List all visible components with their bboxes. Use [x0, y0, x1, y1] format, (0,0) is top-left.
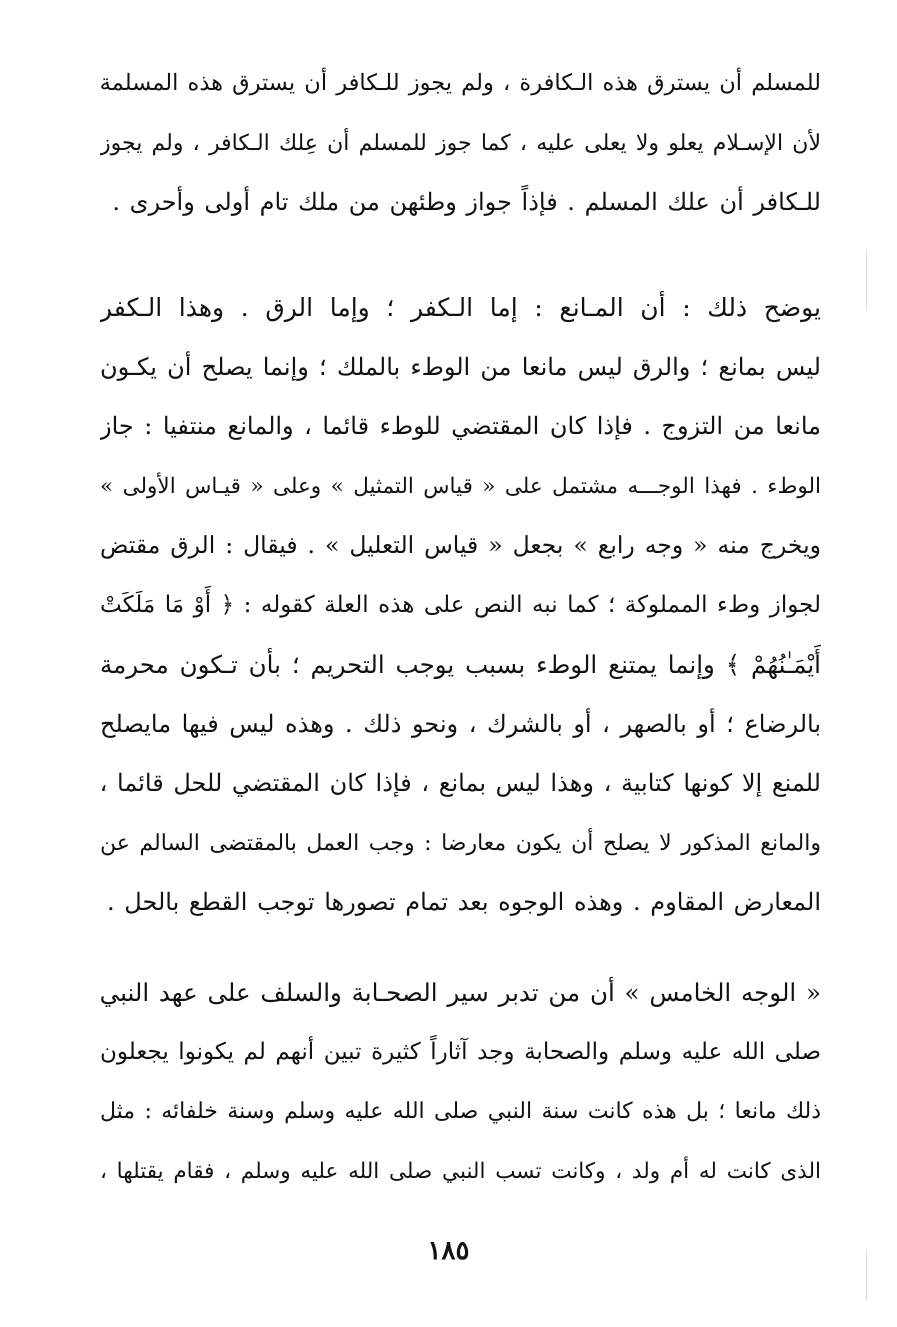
text-line: الوطء . فهذا الوجـــه مشتمل على « قياس التمثيل » وعلى « قيـاس الأولى » — [100, 473, 821, 499]
text-line: ذلك مانعا ؛ بل هذه كانت سنة النبي صلى الله عليه وسلم وسنة خلفائه : مثل — [100, 1099, 821, 1124]
text-line: يوضح ذلك : أن المـانع : إما الـكفر ؛ وإما الرق . وهذا الـكفر — [100, 293, 821, 322]
text-line: مانعا من التزوج . فإذا كان المقتضي للوطء قائما ، والمانع منتفيا : جاز — [100, 412, 821, 440]
text-line: الذى كانت له أم ولد ، وكانت تسب النبي صلى الله عليه وسلم ، فقام يقتلها ، — [100, 1158, 821, 1184]
text-line: للمسلم أن يسترق هذه الـكافرة ، ولم يجوز للـكافر أن يسترق هذه المسلمة — [100, 70, 821, 96]
text-line: المعارض المقاوم . وهذه الوجوه بعد تمام تصورها توجب القطع بالحل . — [107, 888, 821, 916]
paragraph-3 — [100, 963, 821, 1201]
scan-edge-mark — [866, 1250, 867, 1300]
text-line: والمانع المذكور لا يصلح أن يكون معارضا : وجب العمل بالمقتضى السالم عن — [100, 830, 821, 856]
text-line: للمنع إلا كونها كتابية ، وهذا ليس بمانع ، فإذا كان المقتضي للحل قائما ، — [100, 769, 821, 797]
text-line: للـكافر أن علك المسلم . فإذاً جواز وطئهن من ملك تام أولى وأحرى . — [112, 188, 821, 216]
text-line: بالرضاع ؛ أو بالصهر ، أو بالشرك ، ونحو ذلك . وهذه ليس فيها مايصلح — [100, 709, 821, 738]
text-line: أَيْمَـٰنُهُمْ ﴾ وإنما يمتنع الوطء بسبب يوجب التحريم ؛ بأن تـكون محرمة — [100, 650, 821, 679]
paragraph-1 — [100, 54, 821, 233]
text-line: صلى الله عليه وسلم والصحابة وجد آثاراً كثيرة تبين أنهم لم يكونوا يجعلون — [100, 1038, 821, 1065]
page-number: ١٨٥ — [427, 1236, 470, 1266]
text-line: لأن الإسـلام يعلو ولا يعلى عليه ، كما جوز للمسلم أن عِلك الـكافر ، ولم يجوز — [100, 130, 821, 156]
text-line: لجواز وطء المملوكة ؛ كما نبه النص على هذه العلة كقوله : ﴿ أَوْ مَا مَلَكَتْ — [100, 591, 821, 618]
text-line: ليس بمانع ؛ والرق ليس مانعا من الوطء بالملك ؛ وإنما يصلح أن يكـون — [100, 352, 821, 381]
text-line: « الوجه الخامس » أن من تدبر سير الصحـابة والسلف على عهد النبي — [100, 978, 821, 1007]
scan-edge-mark — [866, 250, 867, 310]
text-line: ويخرج منه « وجه رابع » بجعل « قياس التعليل » . فيقال : الرق مقتض — [100, 531, 821, 559]
paragraph-2 — [100, 278, 821, 933]
